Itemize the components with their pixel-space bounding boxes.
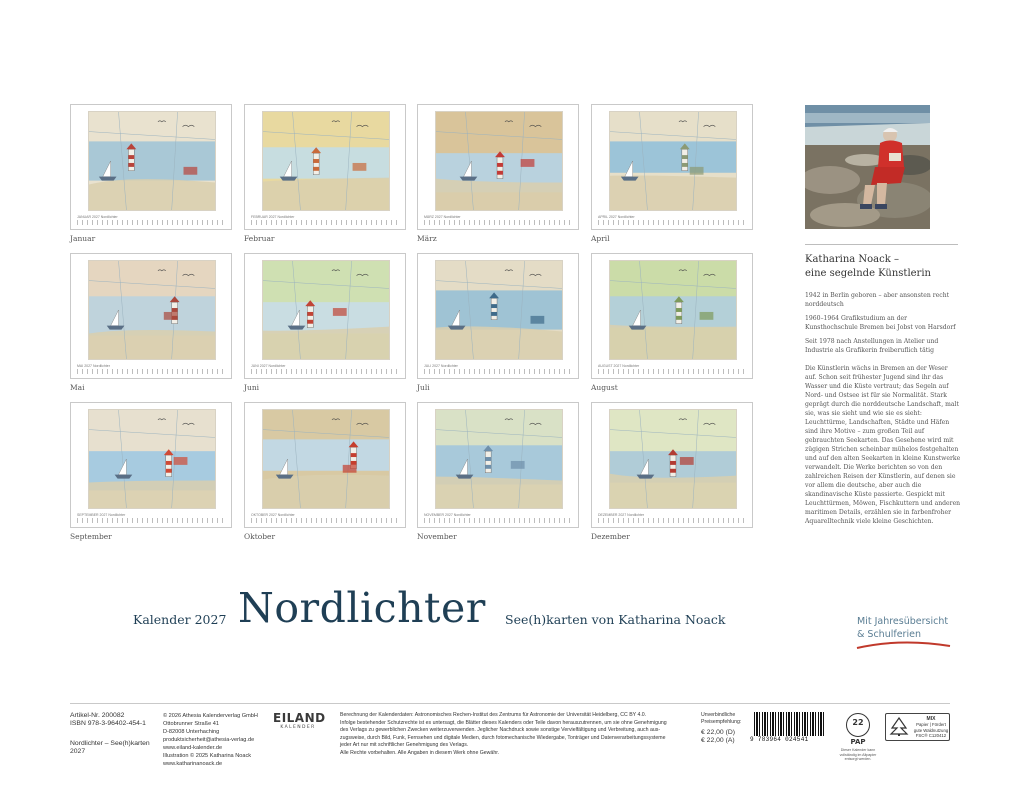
month-artwork (88, 111, 216, 211)
month-strip-label: NOVEMBER 2027 Nordlichter (424, 513, 471, 517)
month-label: Januar (70, 234, 96, 243)
month-strip-label: MÄRZ 2027 Nordlichter (424, 215, 461, 219)
recycling-icon (846, 713, 870, 737)
day-ticks (598, 518, 746, 523)
price-germany: € 22,00 (D) (701, 729, 736, 736)
calendar-year-label: Kalender 2027 (133, 612, 227, 627)
day-ticks (251, 518, 399, 523)
month-label: April (591, 234, 610, 243)
month-strip-label: AUGUST 2027 Nordlichter (598, 364, 640, 368)
month-thumbnail (417, 104, 579, 230)
pap-note-line: Dieser Kalender kann (840, 748, 876, 752)
logo-wordmark: EILAND (273, 711, 326, 725)
month-thumbnail (244, 104, 406, 230)
artist-heading-line2: eine segelnde Künstlerin (805, 268, 931, 279)
calendar-subtitle: See(h)karten von Katharina Noack (505, 612, 726, 627)
artist-heading (805, 253, 931, 281)
eiland-logo (273, 711, 326, 734)
fsc-code: FSC® C120412 (915, 732, 947, 738)
fsc-text (912, 716, 950, 738)
month-thumbnail (591, 402, 753, 528)
month-calendar-strip (598, 513, 746, 525)
artist-fact-study: 1960–1964 Grafikstudium an der Kunsthochschule Bremen bei Jobst von Harsdorf (805, 315, 956, 331)
calendar-title: Nordlichter (238, 584, 486, 632)
barcode-digits: 9 783964 024541 (750, 736, 809, 743)
logo-subline: KALENDER (280, 725, 316, 730)
feature-note-line2: & Schulferien (857, 629, 921, 640)
month-thumbnail (591, 104, 753, 230)
month-calendar-strip (598, 364, 746, 376)
article-info (70, 712, 146, 728)
footer-divider (70, 703, 950, 704)
month-calendar-strip (77, 364, 225, 376)
price-label-line2: Preisempfehlung: (701, 718, 742, 725)
month-label: Juli (417, 383, 430, 392)
publisher-info (163, 712, 258, 768)
month-artwork (609, 409, 737, 509)
month-artwork (88, 409, 216, 509)
day-ticks (424, 518, 572, 523)
month-artwork (88, 260, 216, 360)
artist-fact-career: Seit 1978 nach Anstellungen in Atelier und Industrie als Grafikerin freiberuflich tätig (805, 338, 939, 354)
month-strip-label: APRIL 2027 Nordlichter (598, 215, 635, 219)
month-calendar-strip (424, 364, 572, 376)
month-artwork (262, 111, 390, 211)
price-label (701, 712, 741, 725)
month-thumbnail (70, 402, 232, 528)
day-ticks (77, 220, 225, 225)
prices (701, 729, 735, 745)
price-austria: € 22,00 (A) (701, 737, 735, 744)
month-thumbnail (244, 402, 406, 528)
day-ticks (598, 369, 746, 374)
illustration-credit: Illustration © 2025 Katharina Noack (163, 753, 252, 759)
pap-note-line: entsorgt werden. (844, 757, 872, 761)
month-thumbnail (244, 253, 406, 379)
month-artwork (435, 409, 563, 509)
pap-note-line: vollständig im Altpapier (839, 752, 877, 757)
price-label-line1: Unverbindliche (701, 712, 736, 718)
publisher-line: © 2026 Athesia Kalenderverlag GmbH (163, 713, 258, 719)
feature-note (857, 615, 948, 641)
product-name-line2: 2027 (70, 748, 86, 755)
month-strip-label: SEPTEMBER 2027 Nordlichter (77, 513, 126, 517)
day-ticks (598, 220, 746, 225)
month-thumbnail (417, 253, 579, 379)
day-ticks (77, 518, 225, 523)
pap-note (838, 748, 878, 762)
month-strip-label: JULI 2027 Nordlichter (424, 364, 458, 368)
month-artwork (609, 111, 737, 211)
month-calendar-strip (424, 215, 572, 227)
feature-note-line1: Mit Jahresübersicht (857, 616, 949, 627)
fsc-line: Papier | Fördert (916, 722, 946, 728)
month-strip-label: DEZEMBER 2027 Nordlichter (598, 513, 645, 517)
month-calendar-strip (251, 513, 399, 525)
month-label: März (417, 234, 437, 243)
pap-label: PAP (850, 738, 866, 746)
month-strip-label: FEBRUAR 2027 Nordlichter (251, 215, 295, 219)
month-label: Juni (244, 383, 260, 392)
day-ticks (424, 369, 572, 374)
fsc-mix: MIX (926, 716, 936, 722)
month-artwork (435, 260, 563, 360)
month-strip-label: JANUAR 2027 Nordlichter (77, 215, 118, 219)
month-label: November (417, 532, 457, 541)
barcode-bars (754, 712, 826, 736)
month-artwork (609, 260, 737, 360)
product-name-line1: Nordlichter – See(h)karten (70, 740, 150, 747)
product-name (70, 740, 150, 756)
publisher-website: www.eiland-kalender.de (163, 745, 223, 751)
day-ticks (77, 369, 225, 374)
month-thumbnail (70, 104, 232, 230)
month-calendar-strip (77, 513, 225, 525)
month-artwork (262, 409, 390, 509)
fsc-tree-icon (889, 717, 909, 739)
month-thumbnail (417, 402, 579, 528)
ean-barcode (750, 712, 828, 744)
month-label: Mai (70, 383, 85, 392)
legal-line: des Verlags zu gewerblichen Zwecken weiterzuverwenden. Jeglicher Nachdruck sowie sonstige Vervielfältigung und Verbreitung, auch aus- (340, 727, 661, 734)
pap-recycling-mark (838, 713, 878, 762)
legal-line: zugsweise, durch Bild, Funk, Fernsehen und digitale Medien, durch fotomechanische Wiedergabe, Tonträger und Datenverarbeitungssysteme (340, 734, 666, 741)
month-label: September (70, 532, 112, 541)
artist-website: www.katharinanoack.de (163, 761, 223, 767)
artist-fact-birth: 1942 in Berlin geboren – aber ansonsten recht norddeutsch (805, 292, 950, 308)
day-ticks (251, 369, 399, 374)
publisher-email: produktsicherheit@athesia-verlag.de (163, 737, 255, 743)
month-artwork (262, 260, 390, 360)
month-label: August (591, 383, 618, 392)
day-ticks (251, 220, 399, 225)
month-calendar-strip (424, 513, 572, 525)
artist-photo (805, 105, 930, 229)
artist-biography: Die Künstlerin wächs in Bremen an der Weser auf. Schon seit frühester Jugend sind ihr das Wasser und die Küste vertraut; das Segeln auf Nord- und Ostsee ist für sie Normalität. Stark geprägt durch die norddeutsche Landschaft, malt sie, was sie sieht und wie sie es sieht: Leuchttürme, Landschaften, Städte und Häfen sind ihre Motive – zum großen Teil auf gebrauchten Seekarten. Das Gesehene wird mit zügigen Strichen scheinbar mühelos festgehalten und auf den alten Seekarten in kleine Kunstwerke verwandelt. Die Werke berichten so von den zahlreichen Reisen der Künstlerin, auf denen sie vor allem die deutsche, aber auch die skandinavische Küste passierte. Gespickt mit Leuchttürmen, Möwen, Fischkuttern und anderen maritimen Details, erzählen sie in farbenfroher Aquarelltechnik viele kleine Geschichten. (805, 365, 961, 525)
legal-notice (340, 712, 680, 758)
month-thumbnail (591, 253, 753, 379)
recycling-code: 22 (852, 718, 864, 727)
month-strip-label: OKTOBER 2027 Nordlichter (251, 513, 295, 517)
legal-line: Infolge bestehender Schutzrechte ist es untersagt, die Blätter dieses Kalenders oder Teile davon herauszutrennen, um sie ohne Genehmigung (340, 719, 667, 726)
artist-divider (805, 244, 958, 245)
month-artwork (435, 111, 563, 211)
fsc-label (885, 713, 950, 741)
month-label: Februar (244, 234, 275, 243)
publisher-line: D-82008 Unterhaching (163, 729, 220, 735)
artist-heading-line1: Katharina Noack – (805, 254, 899, 265)
month-strip-label: JUNI 2027 Nordlichter (251, 364, 286, 368)
day-ticks (424, 220, 572, 225)
legal-line: Alle Rechte vorbehalten. Alle Angaben in diesem Werk ohne Gewähr. (340, 749, 500, 756)
month-label: Oktober (244, 532, 276, 541)
month-label: Dezember (591, 532, 630, 541)
isbn-number: ISBN 978-3-96402-454-1 (70, 720, 146, 727)
month-calendar-strip (251, 215, 399, 227)
month-calendar-strip (77, 215, 225, 227)
month-calendar-strip (251, 364, 399, 376)
article-number: Artikel-Nr. 200082 (70, 712, 125, 719)
month-calendar-strip (598, 215, 746, 227)
month-thumbnail (70, 253, 232, 379)
legal-line: Berechnung der Kalenderdaten: Astronomisches Rechen-Institut des Zentrums für Astronomie der Universität Heidelberg, CC BY 4.0. (340, 712, 647, 718)
publisher-line: Ottobrunner Straße 41 (163, 721, 219, 727)
swoosh-decoration (856, 640, 951, 650)
month-strip-label: MAI 2027 Nordlichter (77, 364, 110, 368)
fsc-line: gute Waldnutzung (913, 727, 949, 733)
legal-line: jeder Art nur mit schriftlicher Genehmigung des Verlags. (340, 742, 469, 749)
